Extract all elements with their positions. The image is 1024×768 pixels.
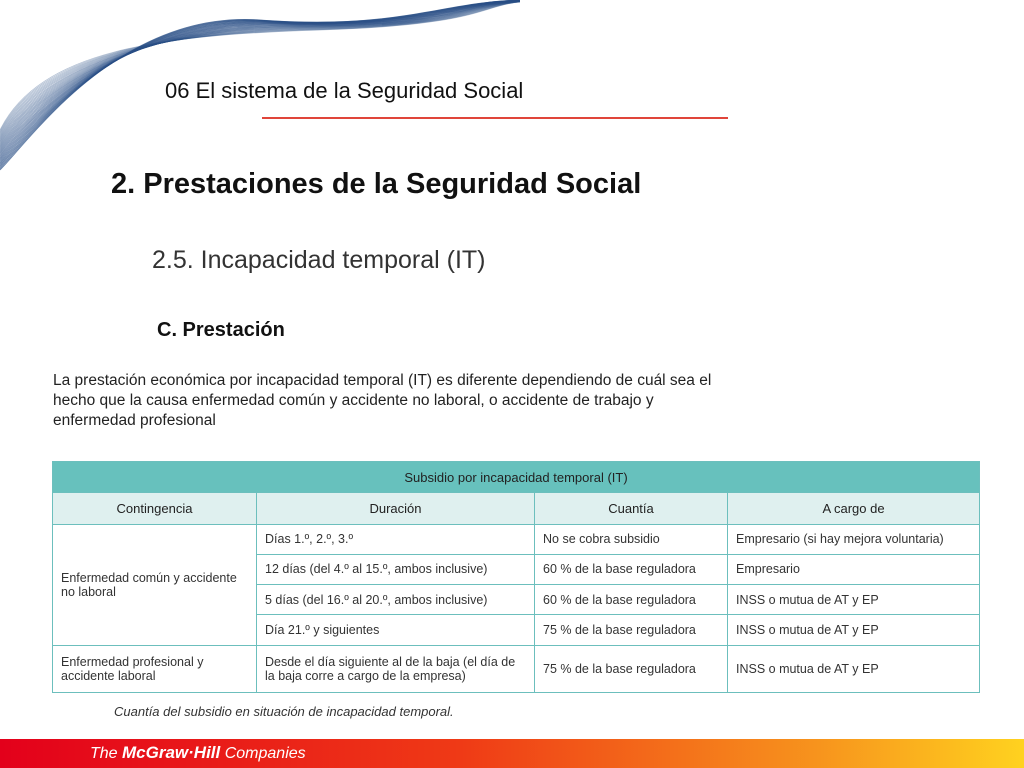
header-divider (262, 117, 728, 119)
duracion-cell: Días 1.º, 2.º, 3.º (257, 524, 535, 554)
header-title: 06 El sistema de la Seguridad Social (165, 78, 524, 103)
intro-paragraph: La prestación económica por incapacidad temporal (IT) es diferente dependiendo de cuál sea el hecho que la causa enfermedad común y accidente no laboral, o accidente de trabajo y enfermedad profesional (53, 372, 712, 429)
cuantia-cell: No se cobra subsidio (535, 524, 728, 554)
a-cargo-cell: Empresario (si hay mejora voluntaria) (728, 524, 980, 554)
cuantia-cell: 60 % de la base reguladora (535, 554, 728, 584)
logo-suffix: Companies (220, 745, 306, 762)
duracion-cell: 5 días (del 16.º al 20.º, ambos inclusive) (257, 585, 535, 615)
contingencia-cell: Enfermedad común y accidente no laboral (53, 524, 257, 645)
logo-prefix: The (90, 745, 123, 762)
section-label: C. Prestación (157, 319, 285, 341)
duracion-cell: Desde el día siguiente al de la baja (el día de la baja corre a cargo de la empresa) (257, 645, 535, 692)
cuantia-cell: 60 % de la base reguladora (535, 585, 728, 615)
mcgraw-hill-logo (90, 743, 306, 763)
logo-brand: McGraw·Hill (122, 743, 221, 762)
column-header-duracion: Duración (257, 493, 535, 524)
table-caption-row (53, 462, 980, 493)
a-cargo-cell: INSS o mutua de AT y EP (728, 585, 980, 615)
contingencia-cell: Enfermedad profesional y accidente laboral (53, 645, 257, 692)
cuantia-cell: 75 % de la base reguladora (535, 645, 728, 692)
a-cargo-cell: INSS o mutua de AT y EP (728, 615, 980, 645)
footer-bar (0, 739, 1024, 768)
duracion-cell: 12 días (del 4.º al 15.º, ambos inclusive) (257, 554, 535, 584)
column-header-contingencia: Contingencia (53, 493, 257, 524)
section-subtitle: 2.5. Incapacidad temporal (IT) (152, 246, 486, 274)
a-cargo-cell: INSS o mutua de AT y EP (728, 645, 980, 692)
subsidy-table (52, 461, 980, 693)
a-cargo-cell: Empresario (728, 554, 980, 584)
cuantia-cell: 75 % de la base reguladora (535, 615, 728, 645)
table-footnote: Cuantía del subsidio en situación de incapacidad temporal. (114, 704, 454, 719)
page-title: 2. Prestaciones de la Seguridad Social (111, 168, 642, 200)
table-header-row (53, 493, 980, 524)
column-header-cuantia: Cuantía (535, 493, 728, 524)
column-header-a-cargo-de: A cargo de (728, 493, 980, 524)
table-row (53, 524, 980, 554)
duracion-cell: Día 21.º y siguientes (257, 615, 535, 645)
table-row (53, 645, 980, 692)
table-title: Subsidio por incapacidad temporal (IT) (53, 462, 980, 493)
